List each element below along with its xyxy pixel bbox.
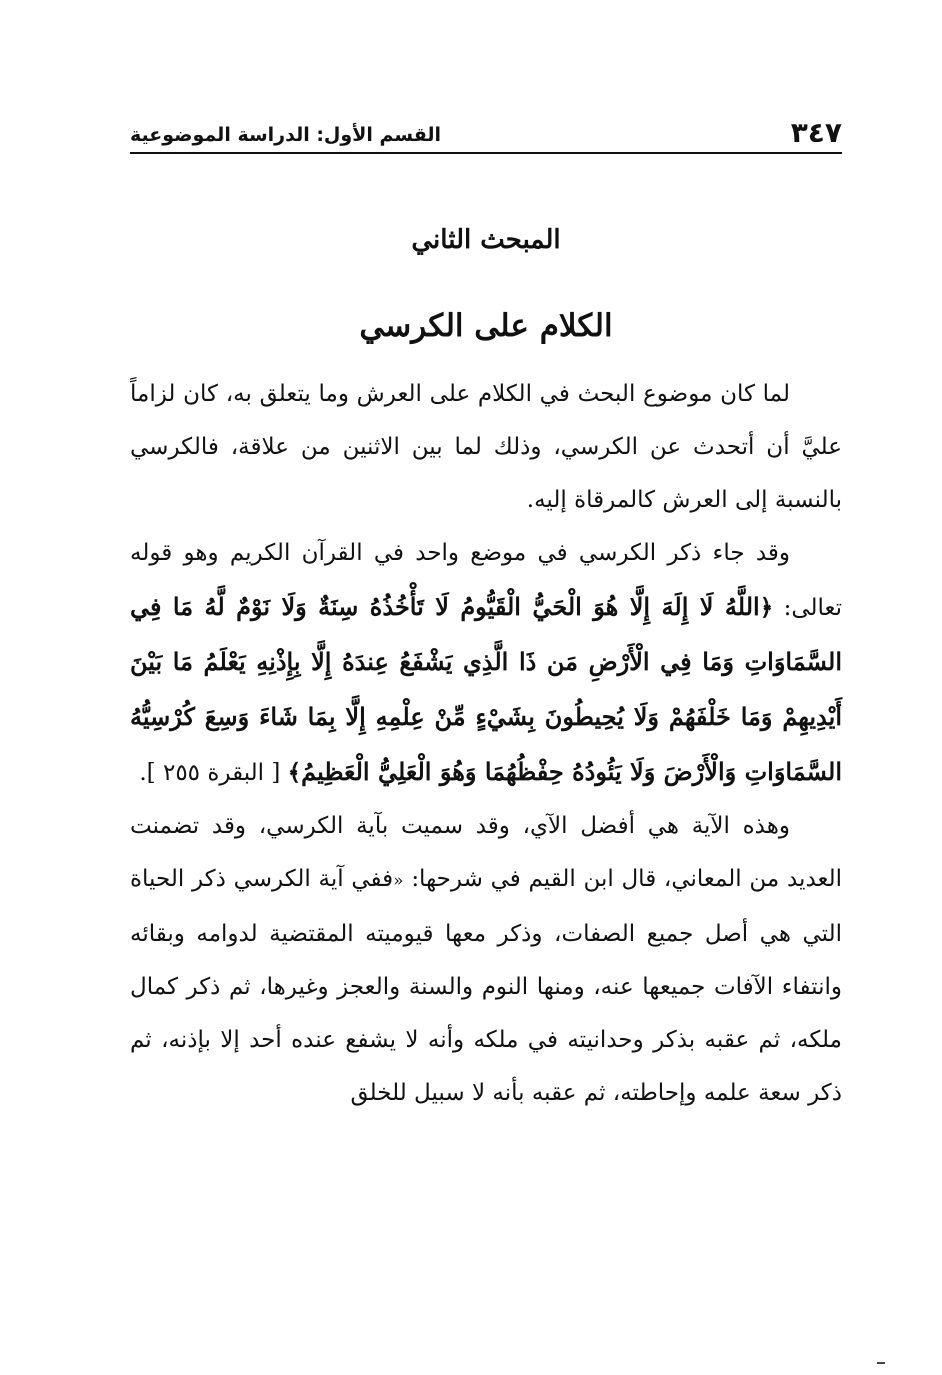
quran-verse: اللَّهُ لَا إِلَهَ إِلَّا هُوَ الْحَيُّ الْقَيُّومُ لَا تَأْخُذُهُ سِنَةٌ وَلَا نَوْمٌ لَّهُ مَا فِي السَّمَاوَاتِ وَمَا فِي الْأَرْضِ مَن ذَا الَّذِي يَشْفَعُ عِندَهُ إِلَّا بِإِذْنِهِ يَعْلَمُ مَا بَيْنَ أَيْدِيهِمْ وَمَا خَلْفَهُمْ وَلَا يُحِيطُونَ بِشَيْءٍ مِّنْ عِلْمِهِ إِلَّا بِمَا شَاءَ وَسِعَ كُرْسِيُّهُ السَّمَاوَاتِ وَالْأَرْضَ وَلَا يَئُودُهُ حِفْظُهُمَا وَهُوَ الْعَلِيُّ الْعَظِيمُ	[130, 592, 842, 786]
running-header	[130, 108, 842, 154]
section-heading: المبحث الثاني	[411, 225, 561, 255]
paragraph-2	[130, 527, 842, 800]
verse-open-bracket: ﴿	[759, 594, 774, 621]
footer-mark	[877, 1362, 885, 1364]
verse-close-bracket: ﴾	[287, 759, 302, 786]
quote-open-mark: «	[393, 871, 404, 891]
section-title: الكلام على الكرسي	[359, 308, 613, 344]
body-text	[130, 368, 842, 1120]
paragraph-3	[130, 800, 842, 1120]
paragraph-3-intro: وهذه الآية هي أفضل الآي، وقد سميت بآية الكرسي، وقد تضمنت العديد من المعاني، قال ابن القيم في شرحها:	[130, 813, 843, 892]
page-number: ٣٤٧	[790, 116, 842, 149]
paragraph-2-intro: وقد جاء ذكر الكرسي في موضع واحد في القرآن الكريم وهو قوله تعالى:	[130, 540, 843, 621]
running-title: القسم الأول: الدراسة الموضوعية	[130, 124, 442, 146]
verse-reference: [ البقرة ٢٥٥ ].	[139, 760, 281, 786]
ibn-alqayyim-quote: ففي آية الكرسي ذكر الحياة التي هي أصل جميع الصفات، وذكر معها قيوميته المقتضية لدوامه وبقائه وانتفاء الآفات جميعها عنه، ومنها النوم والسنة والعجز وغيرها، ثم ذكر كمال ملكه، ثم عقبه بذكر وحدانيته في ملكه وأنه لا يشفع عنده أحد إلا بإذنه، ثم ذكر سعة علمه وإحاطته، ثم عقبه بأنه لا سبيل للخلق	[130, 866, 842, 1106]
paragraph-1: لما كان موضوع البحث في الكلام على العرش وما يتعلق به، كان لزاماً عليَّ أن أتحدث عن الكرسي، وذلك لما بين الاثنين من علاقة، فالكرسي بالنسبة إلى العرش كالمرقاة إليه.	[130, 381, 842, 513]
